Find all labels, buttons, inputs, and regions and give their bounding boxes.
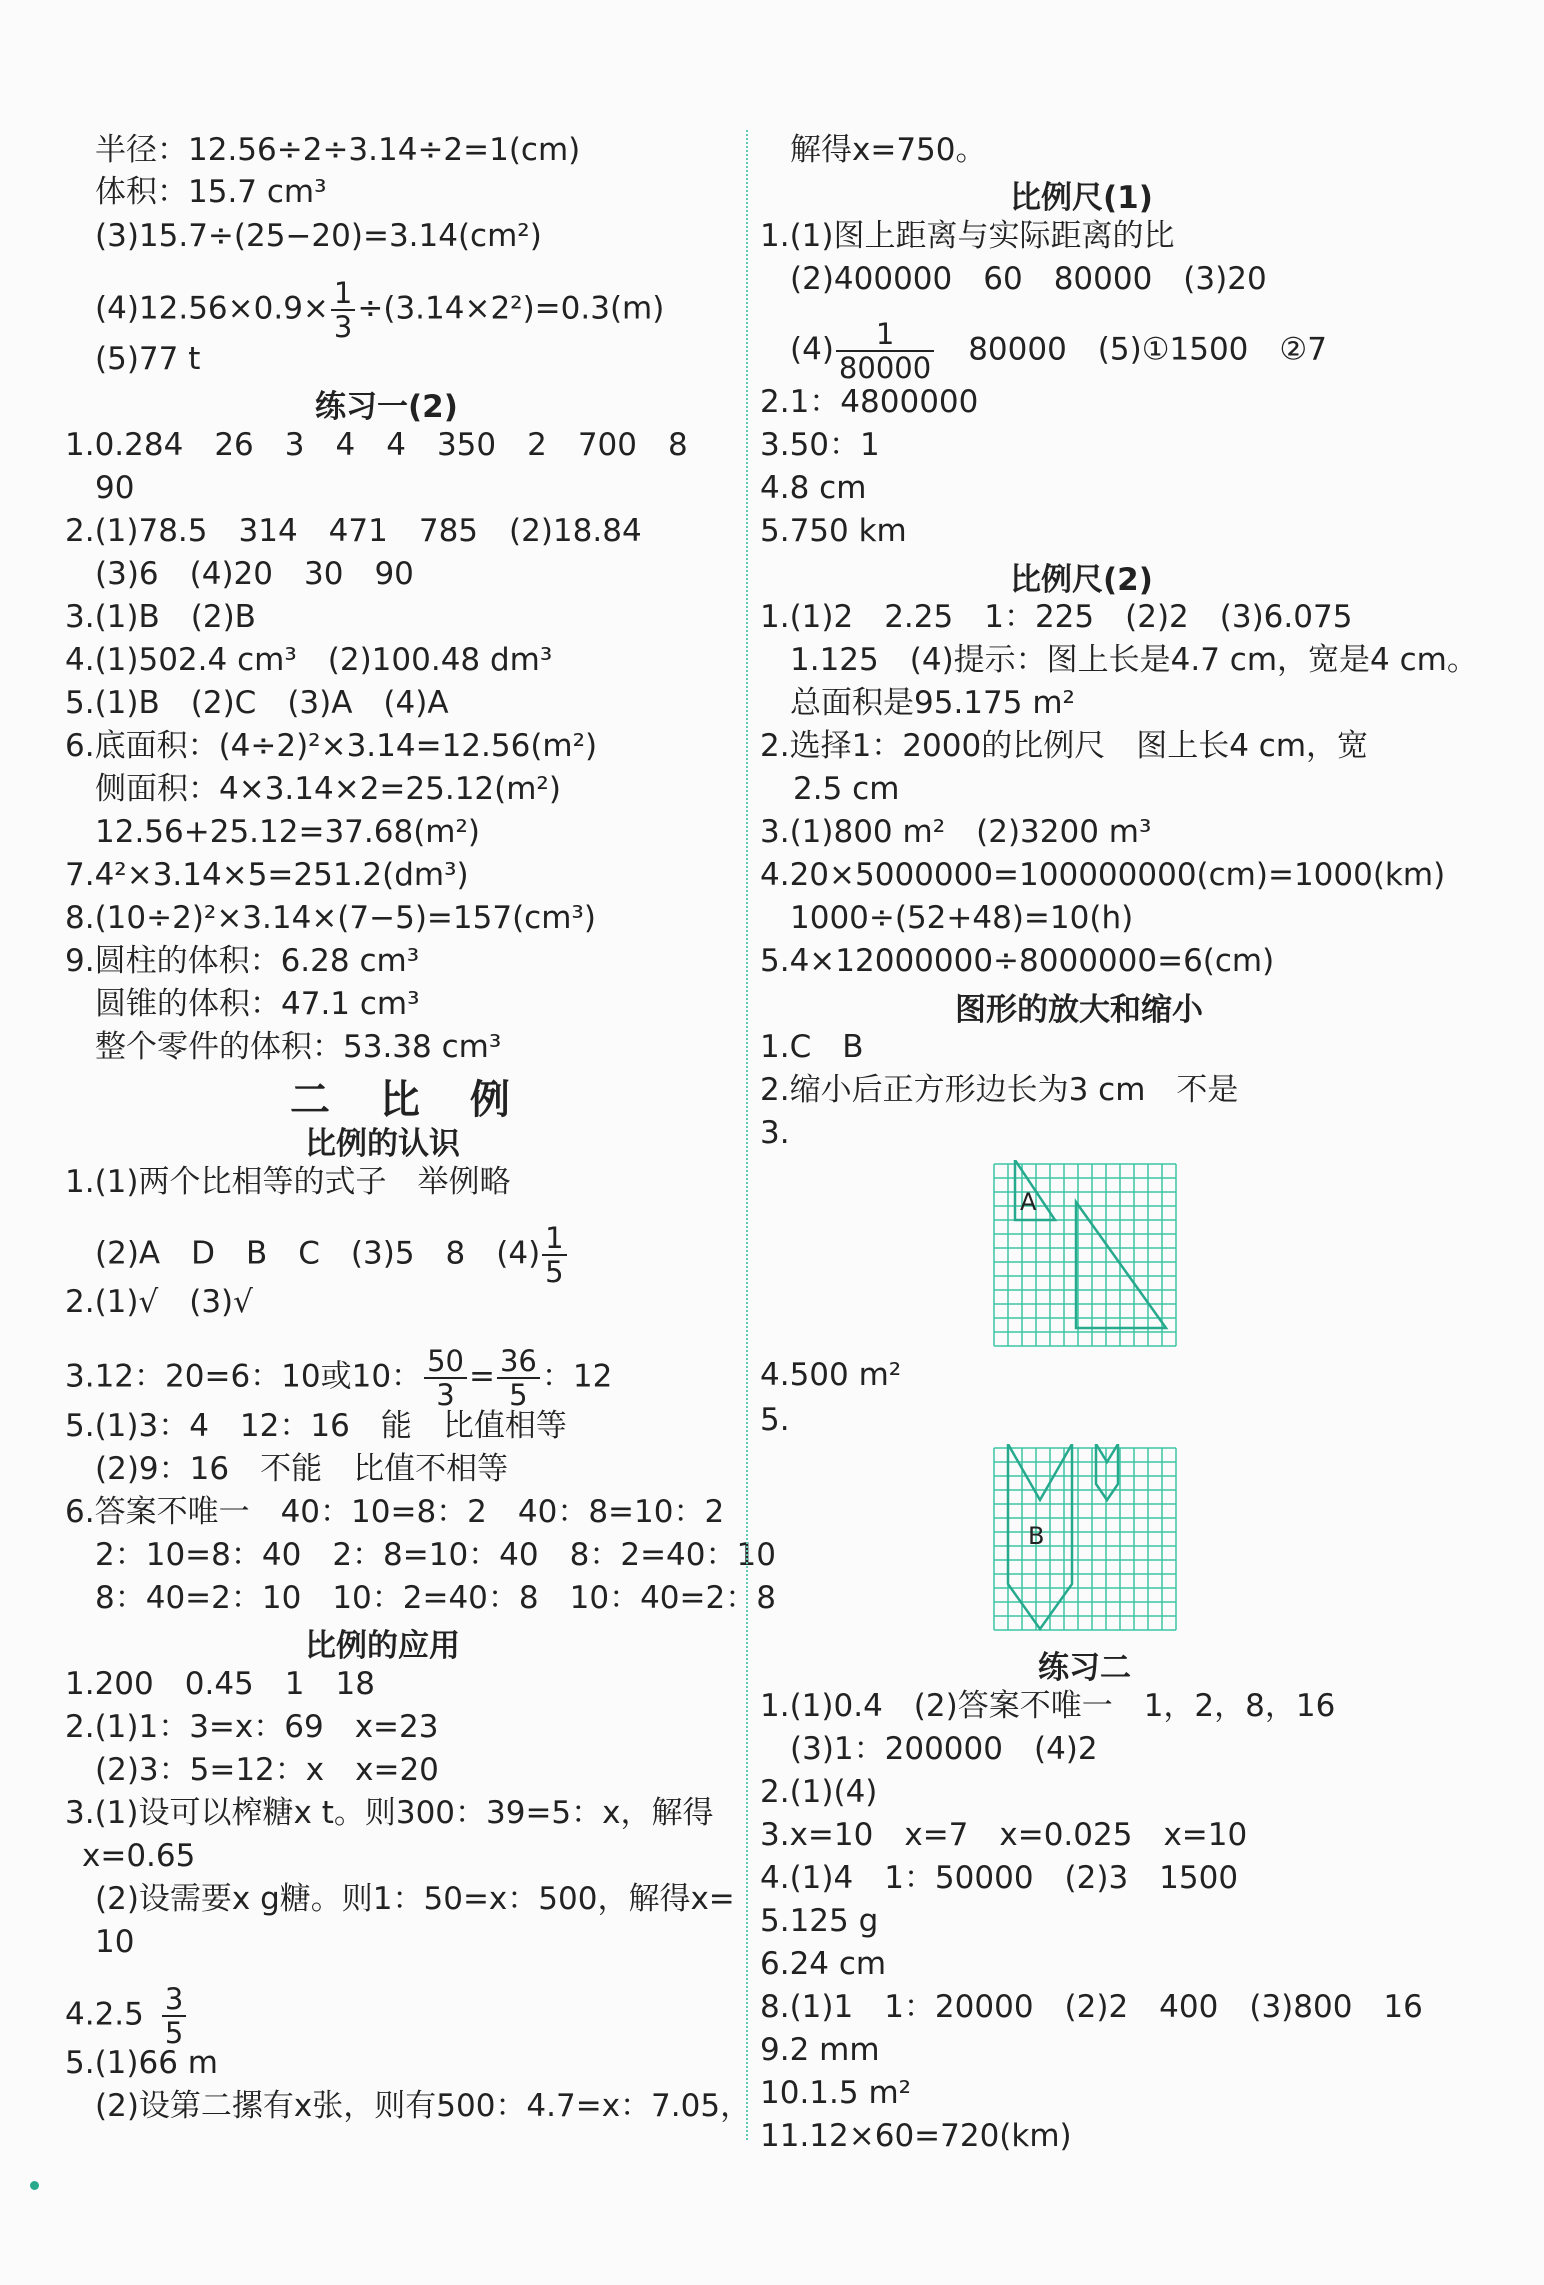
recognition-q5-cont: (2)9：16 不能 比值不相等 <box>95 1451 509 1487</box>
scale1-q4: 4.8 cm <box>760 470 867 506</box>
ex1-2-q9-total: 整个零件的体积：53.38 cm³ <box>95 1029 502 1065</box>
shape-reduced <box>1096 1444 1118 1500</box>
scale2-q4: 4.20×5000000=100000000(cm)=1000(km) <box>760 857 1446 893</box>
scale1-q1-cont: (2)400000 60 80000 (3)20 <box>790 261 1267 297</box>
ex2-q10: 10.1.5 m² <box>760 2075 912 2111</box>
scale2-q1-cont: 1.125 (4)提示：图上长是4.7 cm，宽是4 cm。 <box>790 642 1478 678</box>
fraction: $\frac{1}{3}$ <box>331 277 355 343</box>
scale1-q2: 2.1：4800000 <box>760 384 979 420</box>
section-title-recognition: 比例的认识 <box>305 1126 460 1162</box>
recognition-q6-line3: 8：40=2：10 10：2=40：8 10：40=2：8 <box>95 1580 776 1616</box>
section-title-scale-2: 比例尺(2) <box>1010 562 1153 598</box>
grid-figure-b <box>990 1444 1180 1634</box>
section-title-application: 比例的应用 <box>305 1628 460 1664</box>
answer-line-3: (3)15.7÷(25−20)=3.14(cm²) <box>95 218 542 254</box>
enlarge-q1: 1.C B <box>760 1029 864 1065</box>
ex2-q6: 6.24 cm <box>760 1946 887 1982</box>
ex1-2-q6: 6.底面积：(4÷2)²×3.14=12.56(m²) <box>65 728 598 764</box>
ex1-2-q1-cont: 90 <box>95 470 135 506</box>
continued-answer: 解得x=750。 <box>790 132 987 168</box>
scale2-q4-cont: 1000÷(52+48)=10(h) <box>790 900 1134 936</box>
fraction: $\frac{1}{80000}$ <box>836 318 934 384</box>
enlarge-q3: 3. <box>760 1115 790 1151</box>
ex1-2-q2-cont: (3)6 (4)20 30 90 <box>95 556 414 592</box>
fraction: $\frac{36}{5}$ <box>497 1345 540 1411</box>
ex1-2-q9-cone: 圆锥的体积：47.1 cm³ <box>95 986 420 1022</box>
ex1-2-q5: 5.(1)B (2)C (3)A (4)A <box>65 685 449 721</box>
application-q5: 5.(1)66 m <box>65 2045 218 2081</box>
answer-line-4: (4)12.56×0.9× $\frac{1}{3}$ ÷(3.14×2²)=0.3(m) <box>95 276 665 344</box>
scale1-q3: 3.50：1 <box>760 427 880 463</box>
section-title-scale-1: 比例尺(1) <box>1010 180 1153 216</box>
enlarge-q5: 5. <box>760 1402 790 1438</box>
grid-figure-a <box>990 1160 1180 1350</box>
fraction: $\frac{50}{3}$ <box>424 1345 467 1411</box>
ex1-2-q6-total: 12.56+25.12=37.68(m²) <box>95 814 481 850</box>
ex1-2-q9: 9.圆柱的体积：6.28 cm³ <box>65 943 420 979</box>
section-title-enlarge: 图形的放大和缩小 <box>955 992 1203 1028</box>
application-q5-cont: (2)设第二摞有x张，则有500：4.7=x：7.05， <box>95 2088 752 2124</box>
scale2-q2: 2.选择1：2000的比例尺 图上长4 cm，宽 <box>760 728 1369 764</box>
ex1-2-q6-side: 侧面积：4×3.14×2=25.12(m²) <box>95 771 561 807</box>
recognition-q3: 3.12：20=6：10或10： $\frac{50}{3}$ = $\frac{36}{5}$ ：12 <box>65 1344 613 1412</box>
recognition-q2: 2.(1)√ (3)√ <box>65 1284 253 1320</box>
application-q3-cont: x=0.65 <box>82 1838 196 1874</box>
volume-line: 体积：15.7 cm³ <box>95 174 327 210</box>
scale2-q5: 5.4×12000000÷8000000=6(cm) <box>760 943 1275 979</box>
ex2-q1-cont: (3)1：200000 (4)2 <box>790 1731 1098 1767</box>
recognition-q5: 5.(1)3：4 12：16 能 比值相等 <box>65 1408 567 1444</box>
figure-label-a: A <box>1020 1188 1037 1216</box>
recognition-q6: 6.答案不唯一 40：10=8：2 40：8=10：2 <box>65 1494 725 1530</box>
column-divider <box>746 130 748 2140</box>
section-title-ex1-2: 练习一(2) <box>315 389 458 425</box>
enlarge-q4: 4.500 m² <box>760 1357 902 1393</box>
ex2-q4: 4.(1)4 1：50000 (2)3 1500 <box>760 1860 1239 1896</box>
application-q4: 4.2.5 $\frac{3}{5}$ <box>65 1983 188 2049</box>
fraction: $\frac{3}{5}$ <box>162 1983 186 2049</box>
fraction: $\frac{1}{5}$ <box>542 1222 566 1288</box>
enlarge-q2: 2.缩小后正方形边长为3 cm 不是 <box>760 1072 1239 1108</box>
ex1-2-q1: 1.0.284 26 3 4 4 350 2 700 8 <box>65 427 688 463</box>
recognition-q1-cont: (2)A D B C (3)5 8 (4) $\frac{1}{5}$ <box>95 1222 569 1288</box>
figure-label-b: B <box>1028 1522 1045 1550</box>
application-q1: 1.200 0.45 1 18 <box>65 1666 375 1702</box>
scale1-q5: 5.750 km <box>760 513 907 549</box>
scale1-q1: 1.(1)图上距离与实际距离的比 <box>760 218 1175 254</box>
application-q3: 3.(1)设可以榨糖x t。则300：39=5：x，解得 <box>65 1795 714 1831</box>
triangle-enlarged <box>1076 1202 1166 1328</box>
ex2-q1: 1.(1)0.4 (2)答案不唯一 1，2，8，16 <box>760 1688 1336 1724</box>
application-q2: 2.(1)1：3=x：69 x=23 <box>65 1709 439 1745</box>
application-q2-cont: (2)3：5=12：x x=20 <box>95 1752 439 1788</box>
radius-line: 半径：12.56÷2÷3.14÷2=1(cm) <box>95 132 581 168</box>
answer-line-5: (5)77 t <box>95 341 201 377</box>
ex1-2-q3: 3.(1)B (2)B <box>65 599 256 635</box>
ex2-q3: 3.x=10 x=7 x=0.025 x=10 <box>760 1817 1248 1853</box>
ex1-2-q2: 2.(1)78.5 314 471 785 (2)18.84 <box>65 513 642 549</box>
ex2-q8: 8.(1)1 1：20000 (2)2 400 (3)800 16 <box>760 1989 1423 2025</box>
application-q3-part2-cont: 10 <box>95 1924 135 1960</box>
scale1-q1-part4: (4) $\frac{1}{80000}$ 80000 (5)①1500 ②7 <box>790 317 1327 385</box>
ex2-q9: 9.2 mm <box>760 2032 880 2068</box>
ex2-q11: 11.12×60=720(km) <box>760 2118 1072 2154</box>
scale2-q3: 3.(1)800 m² (2)3200 m³ <box>760 814 1152 850</box>
page-corner-dot <box>30 2181 39 2190</box>
ex2-q2: 2.(1)(4) <box>760 1774 878 1810</box>
scale2-q1: 1.(1)2 2.25 1：225 (2)2 (3)6.075 <box>760 599 1353 635</box>
chapter-title: 二 比 例 <box>290 1077 528 1123</box>
recognition-q6-line2: 2：10=8：40 2：8=10：40 8：2=40：10 <box>95 1537 776 1573</box>
ex1-2-q7: 7.4²×3.14×5=251.2(dm³) <box>65 857 469 893</box>
scale2-q1-total: 总面积是95.175 m² <box>790 685 1075 721</box>
application-q3-part2: (2)设需要x g糖。则1：50=x：500，解得x= <box>95 1881 735 1917</box>
recognition-q1: 1.(1)两个比相等的式子 举例略 <box>65 1164 511 1200</box>
scale2-q2-cont: 2.5 cm <box>793 771 900 807</box>
section-title-ex2: 练习二 <box>1038 1650 1131 1686</box>
ex1-2-q4: 4.(1)502.4 cm³ (2)100.48 dm³ <box>65 642 553 678</box>
ex2-q5: 5.125 g <box>760 1903 879 1939</box>
ex1-2-q8: 8.(10÷2)²×3.14×(7−5)=157(cm³) <box>65 900 596 936</box>
